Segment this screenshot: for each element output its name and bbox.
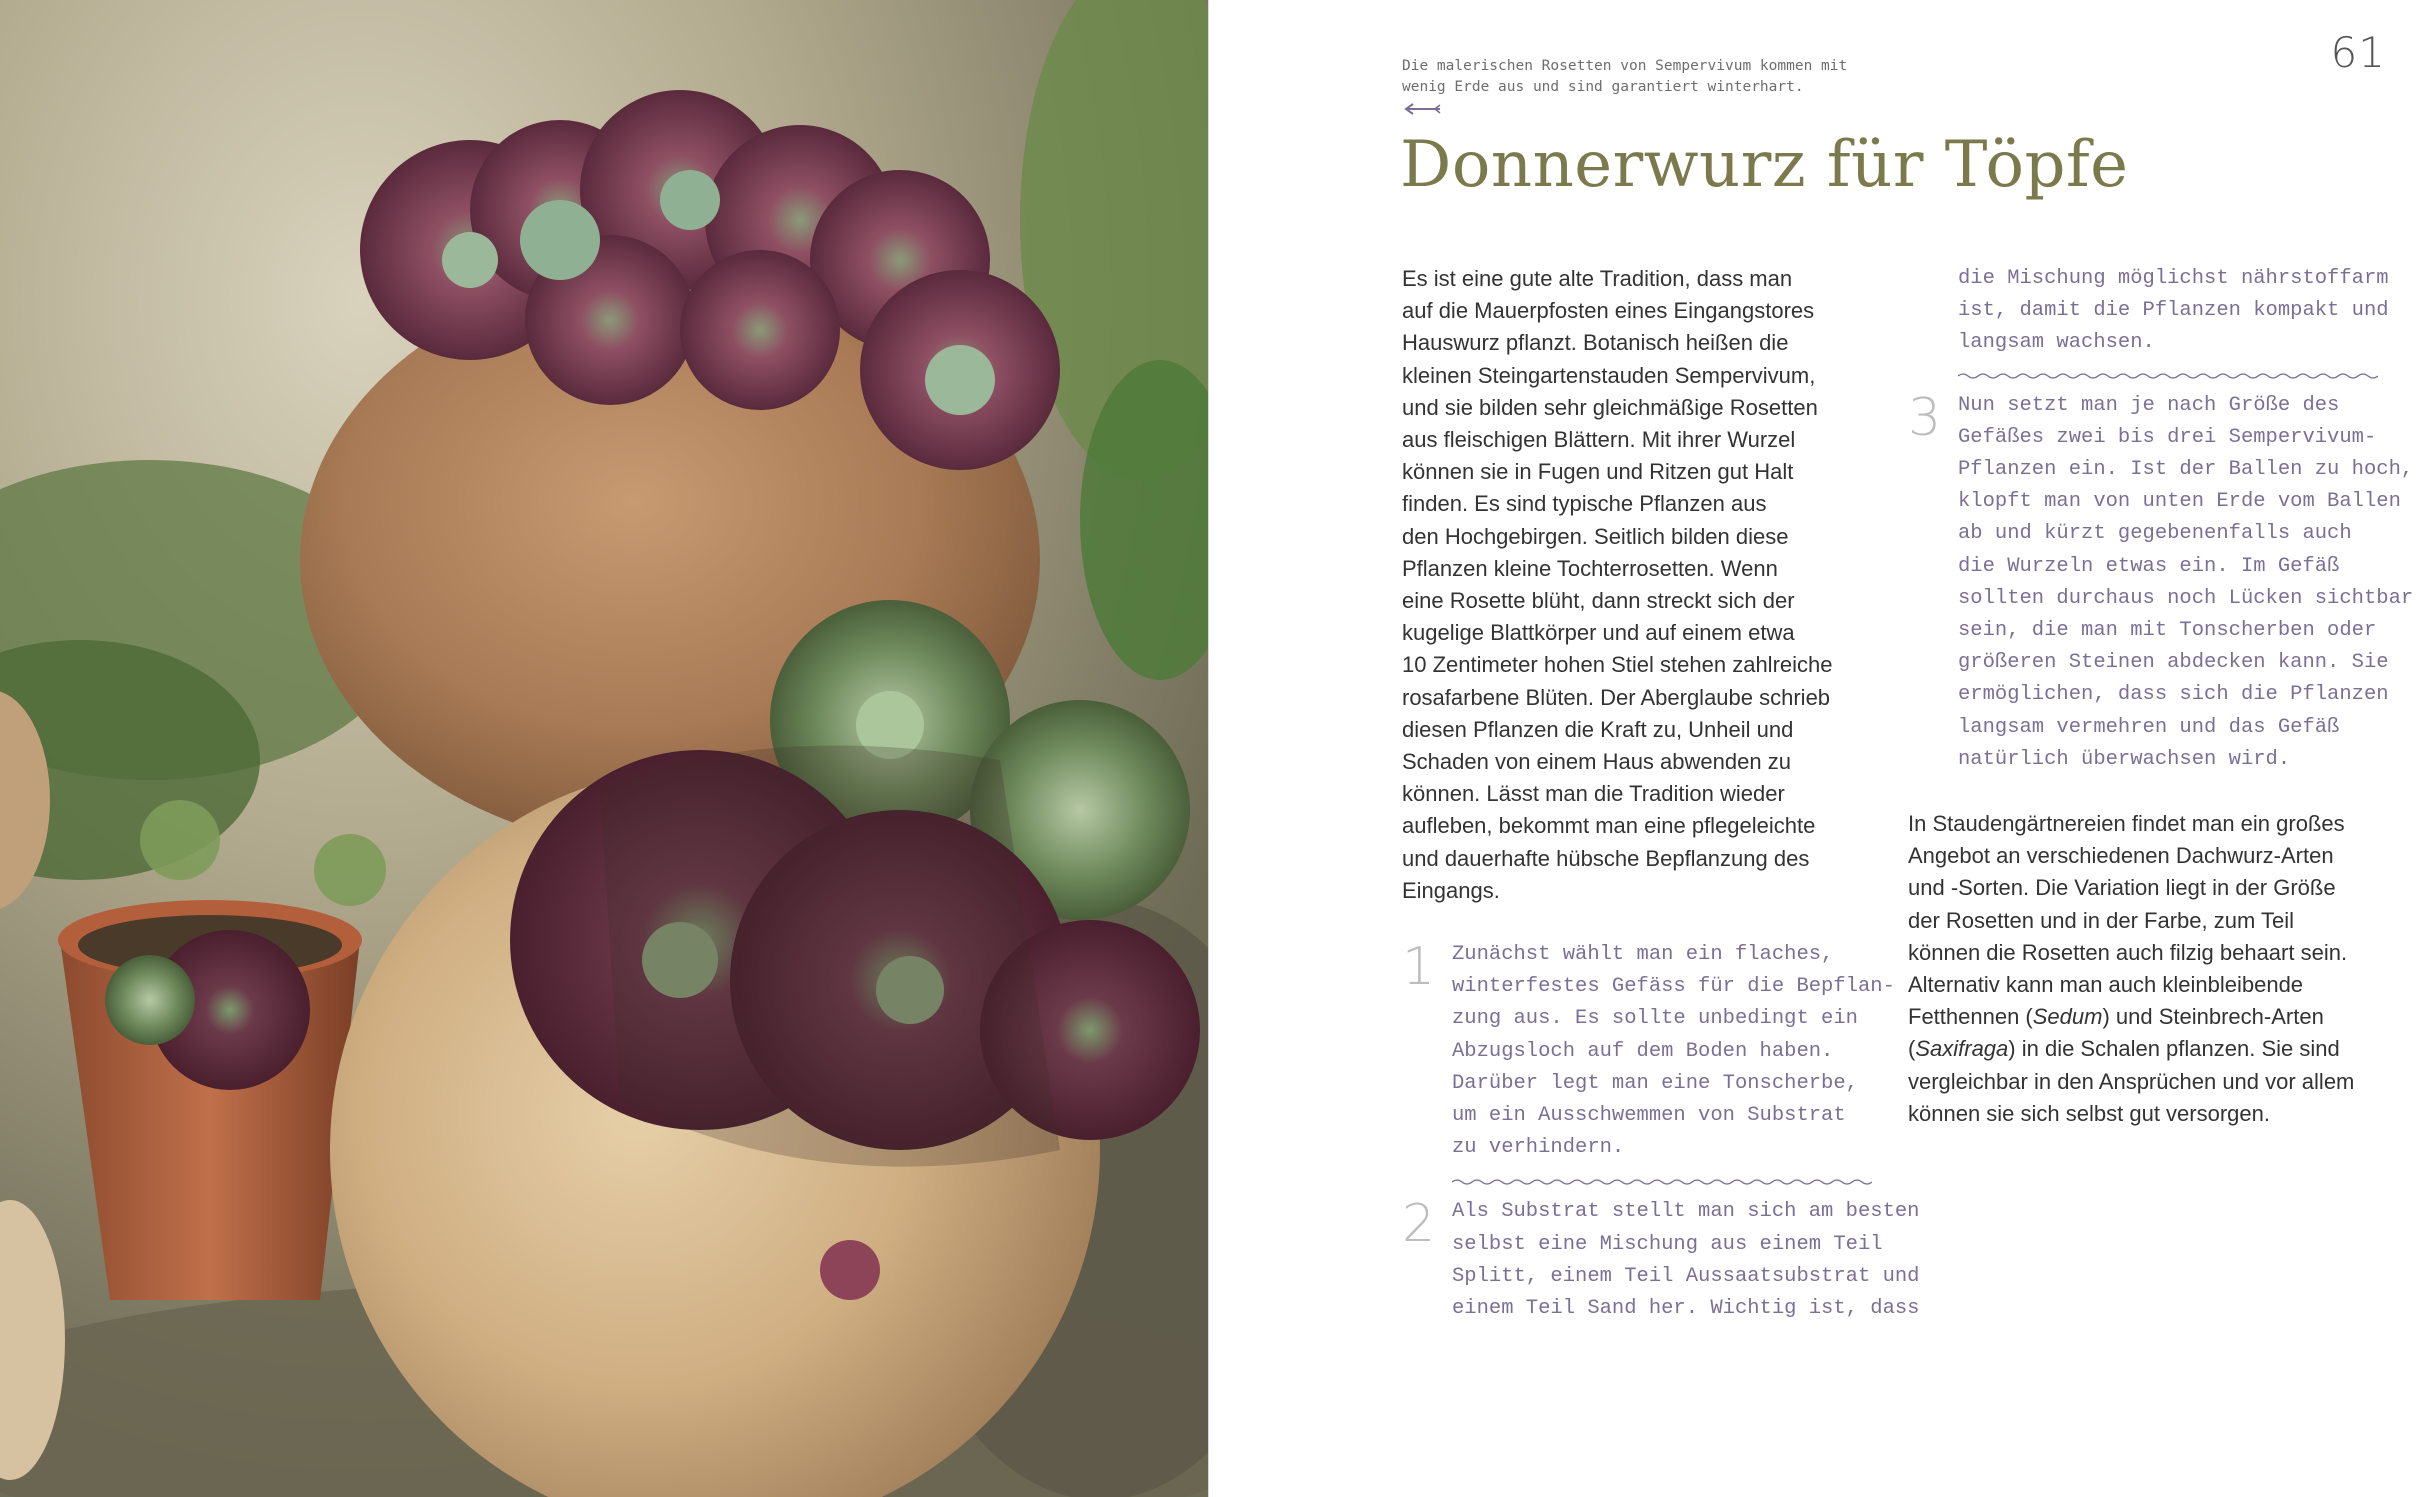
step-1 (1402, 937, 1895, 1164)
text-line: sein, die man mit Tonscherben oder (1958, 619, 2377, 643)
text-fragment: ) und Steinbrech-Arten (2102, 1004, 2324, 1030)
step-2-continued (1908, 263, 2389, 360)
step-3 (1908, 387, 2414, 776)
text-line: zu verhindern. (1452, 1136, 1625, 1160)
text-line: Gefäßes zwei bis drei Sempervivum- (1958, 425, 2377, 449)
step-number: 3 (1908, 387, 1942, 448)
text-line: Es ist eine gute alte Tradition, dass man (1402, 266, 1793, 291)
text-line: Eingangs. (1402, 877, 1500, 903)
text-line: winterfestes Gefäss für die Bepflan- (1452, 975, 1895, 999)
text-line: In Staudengärtnereien findet man ein großes (1908, 811, 2345, 837)
caption-line: Die malerischen Rosetten von Sempervivum kommen mit (1402, 58, 1848, 74)
latin-name-saxifraga: Saxifraga (1915, 1036, 2009, 1062)
intro-paragraph (1402, 263, 1872, 907)
text-line: und dauerhafte hübsche Bepflanzung des (1402, 845, 1810, 871)
step-number: 2 (1402, 1194, 1436, 1255)
text-line: die Mischung möglichst nährstoffarm (1958, 267, 2389, 290)
text-line: klopft man von unten Erde vom Ballen (1958, 490, 2401, 514)
text-line: zung aus. Es sollte unbedingt ein (1452, 1007, 1858, 1031)
text-fragment: ( (1908, 1036, 1916, 1062)
page-title: Donnerwurz für Töpfe (1400, 128, 2129, 202)
text-line: Nun setzt man je nach Größe des (1958, 393, 2340, 417)
text-line: und -Sorten. Die Variation liegt in der Größe (1908, 875, 2336, 901)
text-column-right (1908, 263, 2414, 1130)
text-line: aufleben, bekommt man eine pflegeleichte (1402, 813, 1816, 839)
text-line: der Rosetten und in der Farbe, zum Teil (1908, 907, 2295, 933)
wavy-line-divider (1958, 372, 2378, 380)
wavy-line-divider (1452, 1178, 1872, 1186)
text-line-sedum (1908, 1001, 2380, 1033)
text-line: einem Teil Sand her. Wichtig ist, dass (1452, 1297, 1920, 1321)
text-line: können sie sich selbst gut versorgen. (1908, 1100, 2270, 1126)
text-line: Angebot an verschiedenen Dachwurz-Arten (1908, 843, 2334, 869)
page-number: 61 (2330, 28, 2386, 77)
text-line: langsam vermehren und das Gefäß (1958, 715, 2340, 739)
step-number: 1 (1402, 937, 1436, 998)
photo-illustration (0, 0, 1208, 1497)
text-line: aus fleischigen Blättern. Mit ihrer Wurzel (1402, 427, 1796, 453)
text-line: kugelige Blattkörper und auf einem etwa (1402, 620, 1795, 646)
text-line: Darüber legt man eine Tonscherbe, (1452, 1071, 1858, 1095)
photo-sempervivum-pots (0, 0, 1208, 1497)
text-line: 10 Zentimeter hohen Stiel stehen zahlreiche (1402, 652, 1833, 678)
caption-line: wenig Erde aus und sind garantiert winterhart. (1402, 79, 1804, 95)
text-line: die Wurzeln etwas ein. Im Gefäß (1958, 554, 2340, 578)
text-line: auf die Mauerpfosten eines Eingangstores (1402, 298, 1815, 324)
text-line: können. Lässt man die Tradition wieder (1402, 781, 1785, 807)
text-line: diesen Pflanzen die Kraft zu, Unheil und (1402, 716, 1794, 742)
text-line: Abzugsloch auf dem Boden haben. (1452, 1039, 1834, 1063)
text-line: sollten durchaus noch Lücken sichtbar (1958, 586, 2414, 610)
text-line: Hauswurz pflanzt. Botanisch heißen die (1402, 330, 1789, 356)
text-line: und sie bilden sehr gleichmäßige Rosetten (1402, 394, 1818, 420)
text-fragment: ) in die Schalen pflanzen. Sie sind (2008, 1036, 2340, 1062)
text-line: natürlich überwachsen wird. (1958, 747, 2291, 771)
text-line: eine Rosette blüht, dann streckt sich der (1402, 588, 1795, 614)
text-line: Pflanzen kleine Tochterrosetten. Wenn (1402, 555, 1778, 581)
photo-caption (1402, 56, 1872, 98)
text-line: selbst eine Mischung aus einem Teil (1452, 1232, 1883, 1256)
text-line-saxifraga (1908, 1033, 2380, 1065)
text-line: vergleichbar in den Ansprüchen und vor allem (1908, 1068, 2355, 1094)
page-gutter (1208, 0, 1209, 1497)
text-line: um ein Ausschwemmen von Substrat (1452, 1104, 1846, 1128)
text-line: größeren Steinen abdecken kann. Sie (1958, 651, 2389, 675)
text-line: Splitt, einem Teil Aussaatsubstrat und (1452, 1264, 1920, 1288)
text-line: Als Substrat stellt man sich am besten (1452, 1200, 1920, 1224)
text-line: finden. Es sind typische Pflanzen aus (1402, 491, 1767, 517)
text-line: Pflanzen ein. Ist der Ballen zu hoch, (1958, 458, 2414, 482)
arrow-left-icon (1402, 102, 1442, 116)
text-line: kleinen Steingartenstauden Sempervivum, (1402, 362, 1816, 388)
text-line: können sie in Fugen und Ritzen gut Halt (1402, 459, 1794, 485)
text-column-left (1402, 263, 1920, 1325)
text-line: können die Rosetten auch filzig behaart sein. (1908, 939, 2348, 965)
text-line: Schaden von einem Haus abwenden zu (1402, 749, 1791, 775)
outro-paragraph (1908, 808, 2380, 1130)
text-line: Alternativ kann man auch kleinbleibende (1908, 972, 2304, 998)
text-line: ermöglichen, dass sich die Pflanzen (1958, 683, 2389, 707)
text-line: ist, damit die Pflanzen kompakt und (1958, 299, 2389, 323)
text-line: ab und kürzt gegebenenfalls auch (1958, 522, 2352, 546)
text-line: langsam wachsen. (1958, 331, 2155, 355)
text-line: Zunächst wählt man ein flaches, (1452, 943, 1834, 967)
text-line: den Hochgebirgen. Seitlich bilden diese (1402, 523, 1789, 549)
step-2 (1402, 1194, 1920, 1325)
text-fragment: Fetthennen ( (1908, 1004, 2033, 1030)
text-line: rosafarbene Blüten. Der Aberglaube schrieb (1402, 684, 1831, 710)
latin-name-sedum: Sedum (2032, 1004, 2103, 1030)
